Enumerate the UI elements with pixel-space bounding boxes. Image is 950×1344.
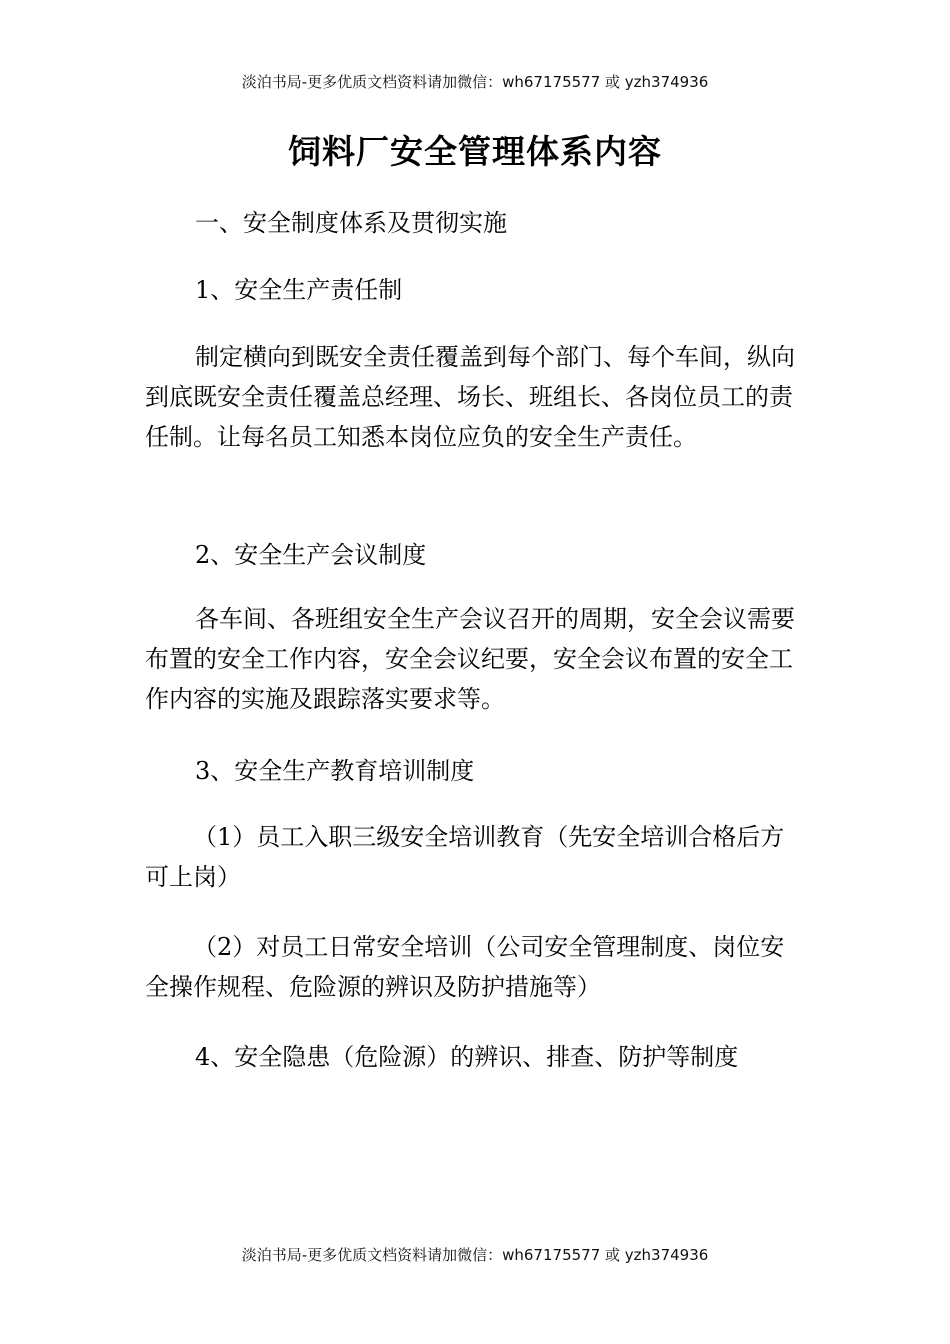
list-item-1: （1）员工入职三级安全培训教育（先安全培训合格后方可上岗） [145, 823, 785, 891]
section-heading-1: 一、安全制度体系及贯彻实施 [195, 209, 507, 237]
body-paragraph-2: 各车间、各班组安全生产会议召开的周期，安全会议需要布置的安全工作内容，安全会议纪要，安全会议布置的安全工作内容的实施及跟踪落实要求等。 [145, 605, 795, 713]
body-paragraph-1: 制定横向到既安全责任覆盖到每个部门、每个车间，纵向到底既安全责任覆盖总经理、场长、班组长、各岗位员工的责任制。让每名员工知悉本岗位应负的安全生产责任。 [145, 343, 795, 451]
subsection-heading-4: 4、安全隐患（危险源）的辨识、排查、防护等制度 [195, 1043, 739, 1071]
page-footer: 淡泊书局-更多优质文档资料请加微信：wh67175577 或 yzh374936 [241, 1246, 709, 1264]
subsection-heading-2: 2、安全生产会议制度 [195, 541, 427, 569]
subsection-heading-1: 1、安全生产责任制 [195, 276, 403, 304]
page-header: 淡泊书局-更多优质文档资料请加微信：wh67175577 或 yzh374936 [241, 73, 709, 91]
subsection-heading-3: 3、安全生产教育培训制度 [195, 757, 475, 785]
document-title: 饲料厂安全管理体系内容 [288, 132, 662, 171]
list-item-2: （2）对员工日常安全培训（公司安全管理制度、岗位安全操作规程、危险源的辨识及防护措施等） [145, 933, 785, 1001]
